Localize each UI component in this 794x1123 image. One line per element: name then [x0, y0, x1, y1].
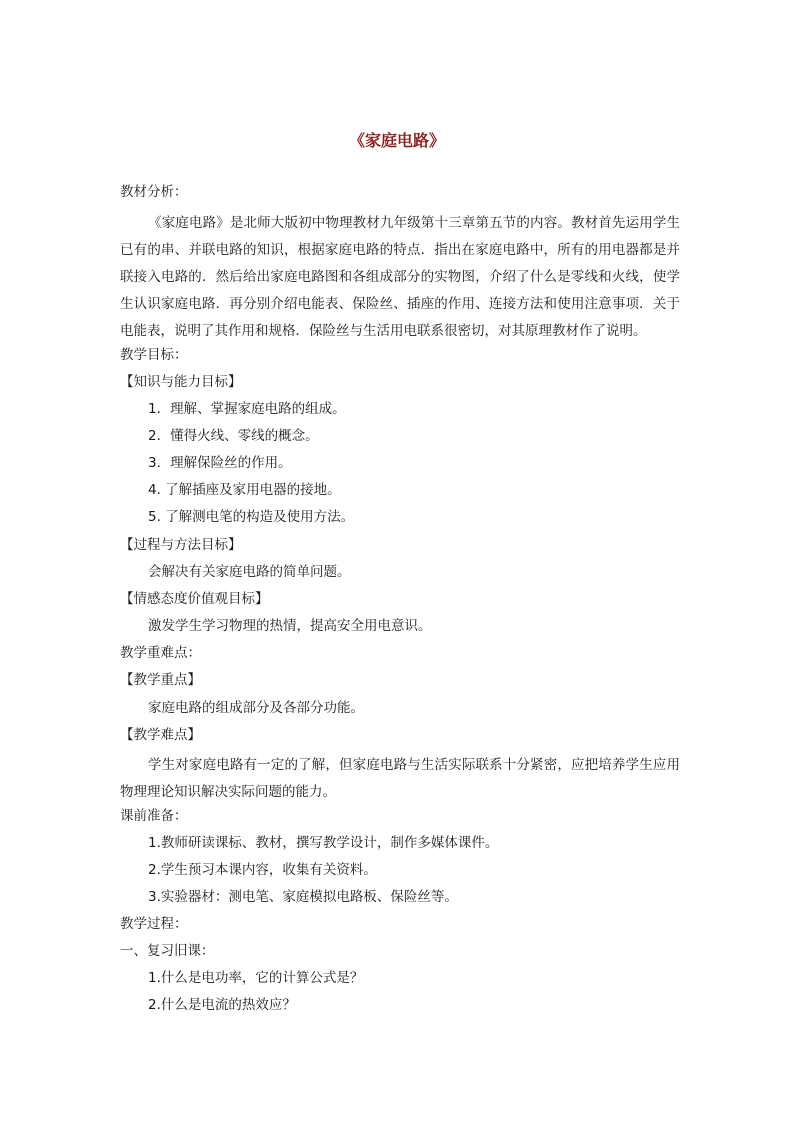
- emotion-goal-text: 激发学生学习物理的热情，提高安全用电意识。: [148, 618, 432, 634]
- prep-item: 2.学生预习本课内容，收集有关资料。: [148, 862, 377, 878]
- knowledge-item: 1．理解、掌握家庭电路的组成。: [148, 401, 346, 417]
- process-goal-heading: 【过程与方法目标】: [120, 537, 242, 553]
- prep-heading: 课前准备：: [120, 808, 188, 824]
- review-item: 1.什么是电功率，它的计算公式是？: [148, 970, 364, 986]
- knowledge-item: 2．懂得火线、零线的概念。: [148, 428, 319, 444]
- analysis-paragraph: 《家庭电路》是北师大版初中物理教材九年级第十三章第五节的内容。教材首先运用学生已有的串、并联电路的知识，根据家庭电路的特点．指出在家庭电路中，所有的用电器都是并联接入电路的．然后给出家庭电路图和各组成部分的实物图，介绍了什么是零线和火线，使学生认识家庭电路．再分别介绍电能表、保险丝、插座的作用、连接方法和使用注意事项．关于电能表，说明了其作用和规格．保险丝与生活用电联系很密切，对其原理教材作了说明。: [120, 215, 680, 339]
- difficult-paragraph: 学生对家庭电路有一定的了解，但家庭电路与生活实际联系十分紧密，应把培养学生应用物理理论知识解决实际问题的能力。: [120, 757, 680, 800]
- key-text: 家庭电路的组成部分及各部分功能。: [148, 700, 364, 716]
- key-heading: 【教学重点】: [120, 672, 201, 688]
- knowledge-item: 3．理解保险丝的作用。: [148, 455, 292, 471]
- prep-item: 3.实验器材：测电笔、家庭模拟电路板、保险丝等。: [148, 889, 458, 905]
- knowledge-heading: 【知识与能力目标】: [120, 374, 242, 390]
- knowledge-item: 5. 了解测电笔的构造及使用方法。: [148, 509, 355, 525]
- knowledge-item: 4. 了解插座及家用电器的接地。: [148, 482, 341, 498]
- analysis-heading: 教材分析：: [120, 184, 188, 200]
- keypoints-heading: 教学重难点：: [120, 645, 201, 661]
- document-title: 《家庭电路》: [348, 131, 445, 150]
- emotion-goal-heading: 【情感态度价值观目标】: [120, 591, 269, 607]
- difficult-heading: 【教学难点】: [120, 727, 201, 743]
- review-item: 2.什么是电流的热效应？: [148, 997, 296, 1013]
- goals-heading: 教学目标：: [120, 347, 188, 363]
- prep-item: 1.教师研读课标、教材，撰写教学设计，制作多媒体课件。: [148, 835, 499, 851]
- review-heading: 一、复习旧课：: [120, 943, 215, 959]
- process-goal-text: 会解决有关家庭电路的简单问题。: [148, 564, 351, 580]
- teaching-process-heading: 教学过程：: [120, 916, 188, 932]
